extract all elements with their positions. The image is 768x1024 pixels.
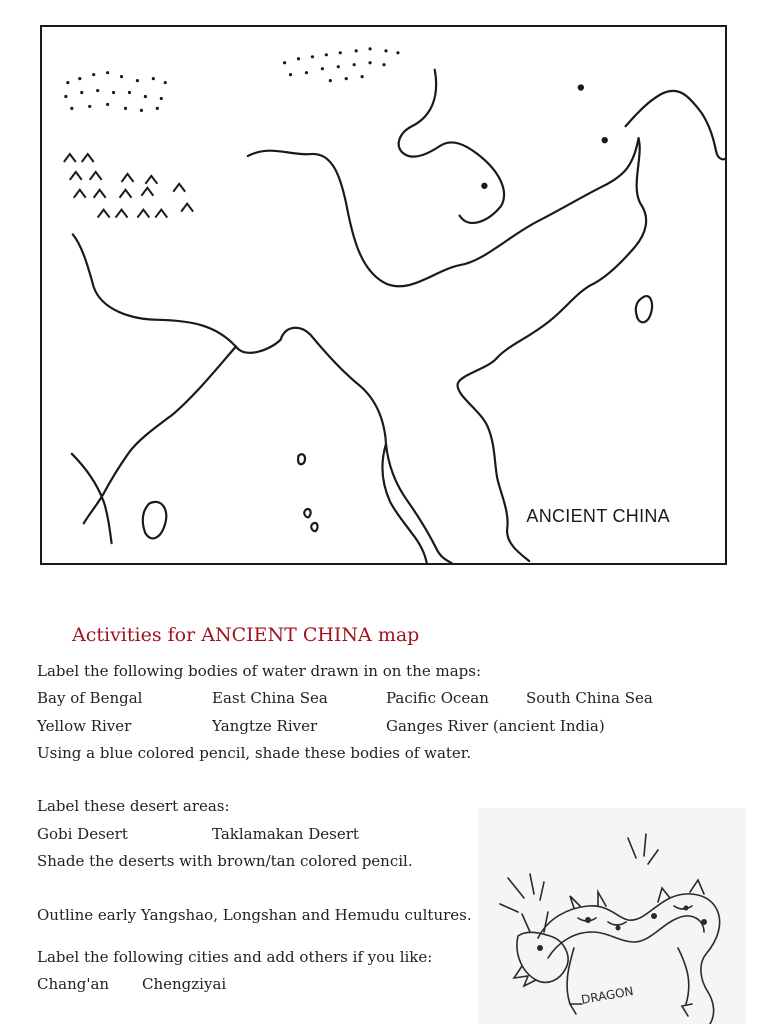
island-andaman-2 xyxy=(304,509,310,517)
river-north xyxy=(248,138,639,286)
map-frame xyxy=(40,25,727,565)
city-item: Chengziyai xyxy=(142,975,227,993)
water-item: Ganges River (ancient India) xyxy=(386,717,605,735)
island-taiwan xyxy=(636,296,652,322)
dragon-label: DRAGON xyxy=(580,983,635,1007)
water-item: South China Sea xyxy=(526,689,653,707)
water-intro: Label the following bodies of water drawn in on the maps: xyxy=(37,662,482,680)
desert-shade-instruction: Shade the deserts with brown/tan colored pencil. xyxy=(37,852,413,870)
water-item: Yellow River xyxy=(37,717,132,735)
cities-intro: Label the following cities and add others if you like: xyxy=(37,948,433,966)
coast-india-west xyxy=(72,454,112,543)
mountain-symbols xyxy=(64,154,193,218)
city-dots xyxy=(481,84,608,189)
coast-indochina xyxy=(281,328,452,563)
water-item: Pacific Ocean xyxy=(386,689,489,707)
coast-east xyxy=(458,138,647,561)
ancient-china-map xyxy=(42,27,725,563)
cultures-instruction: Outline early Yangshao, Longshan and Hemudu cultures. xyxy=(37,906,472,924)
activities-heading: Activities for ANCIENT CHINA map xyxy=(72,624,420,646)
island-andaman-1 xyxy=(298,454,305,464)
desert-item: Gobi Desert xyxy=(37,825,128,843)
water-item: East China Sea xyxy=(212,689,328,707)
desert-dots-north xyxy=(283,47,400,82)
desert-item: Taklamakan Desert xyxy=(212,825,359,843)
island-sri-lanka xyxy=(143,502,167,539)
desert-intro: Label these desert areas: xyxy=(37,797,230,815)
coast-india xyxy=(84,347,236,524)
dragon-drawing xyxy=(478,808,746,1024)
map-title: ANCIENT CHINA xyxy=(526,506,670,526)
map-outline-west xyxy=(73,234,281,352)
city-item: Chang'an xyxy=(37,975,110,993)
water-item: Bay of Bengal xyxy=(37,689,143,707)
coast-northeast xyxy=(399,70,504,223)
island-andaman-3 xyxy=(311,523,317,531)
water-item: Yangtze River xyxy=(212,717,318,735)
desert-dots-west xyxy=(64,71,167,112)
water-shade-instruction: Using a blue colored pencil, shade these bodies of water. xyxy=(37,744,472,762)
dragon-illustration xyxy=(478,808,746,1024)
